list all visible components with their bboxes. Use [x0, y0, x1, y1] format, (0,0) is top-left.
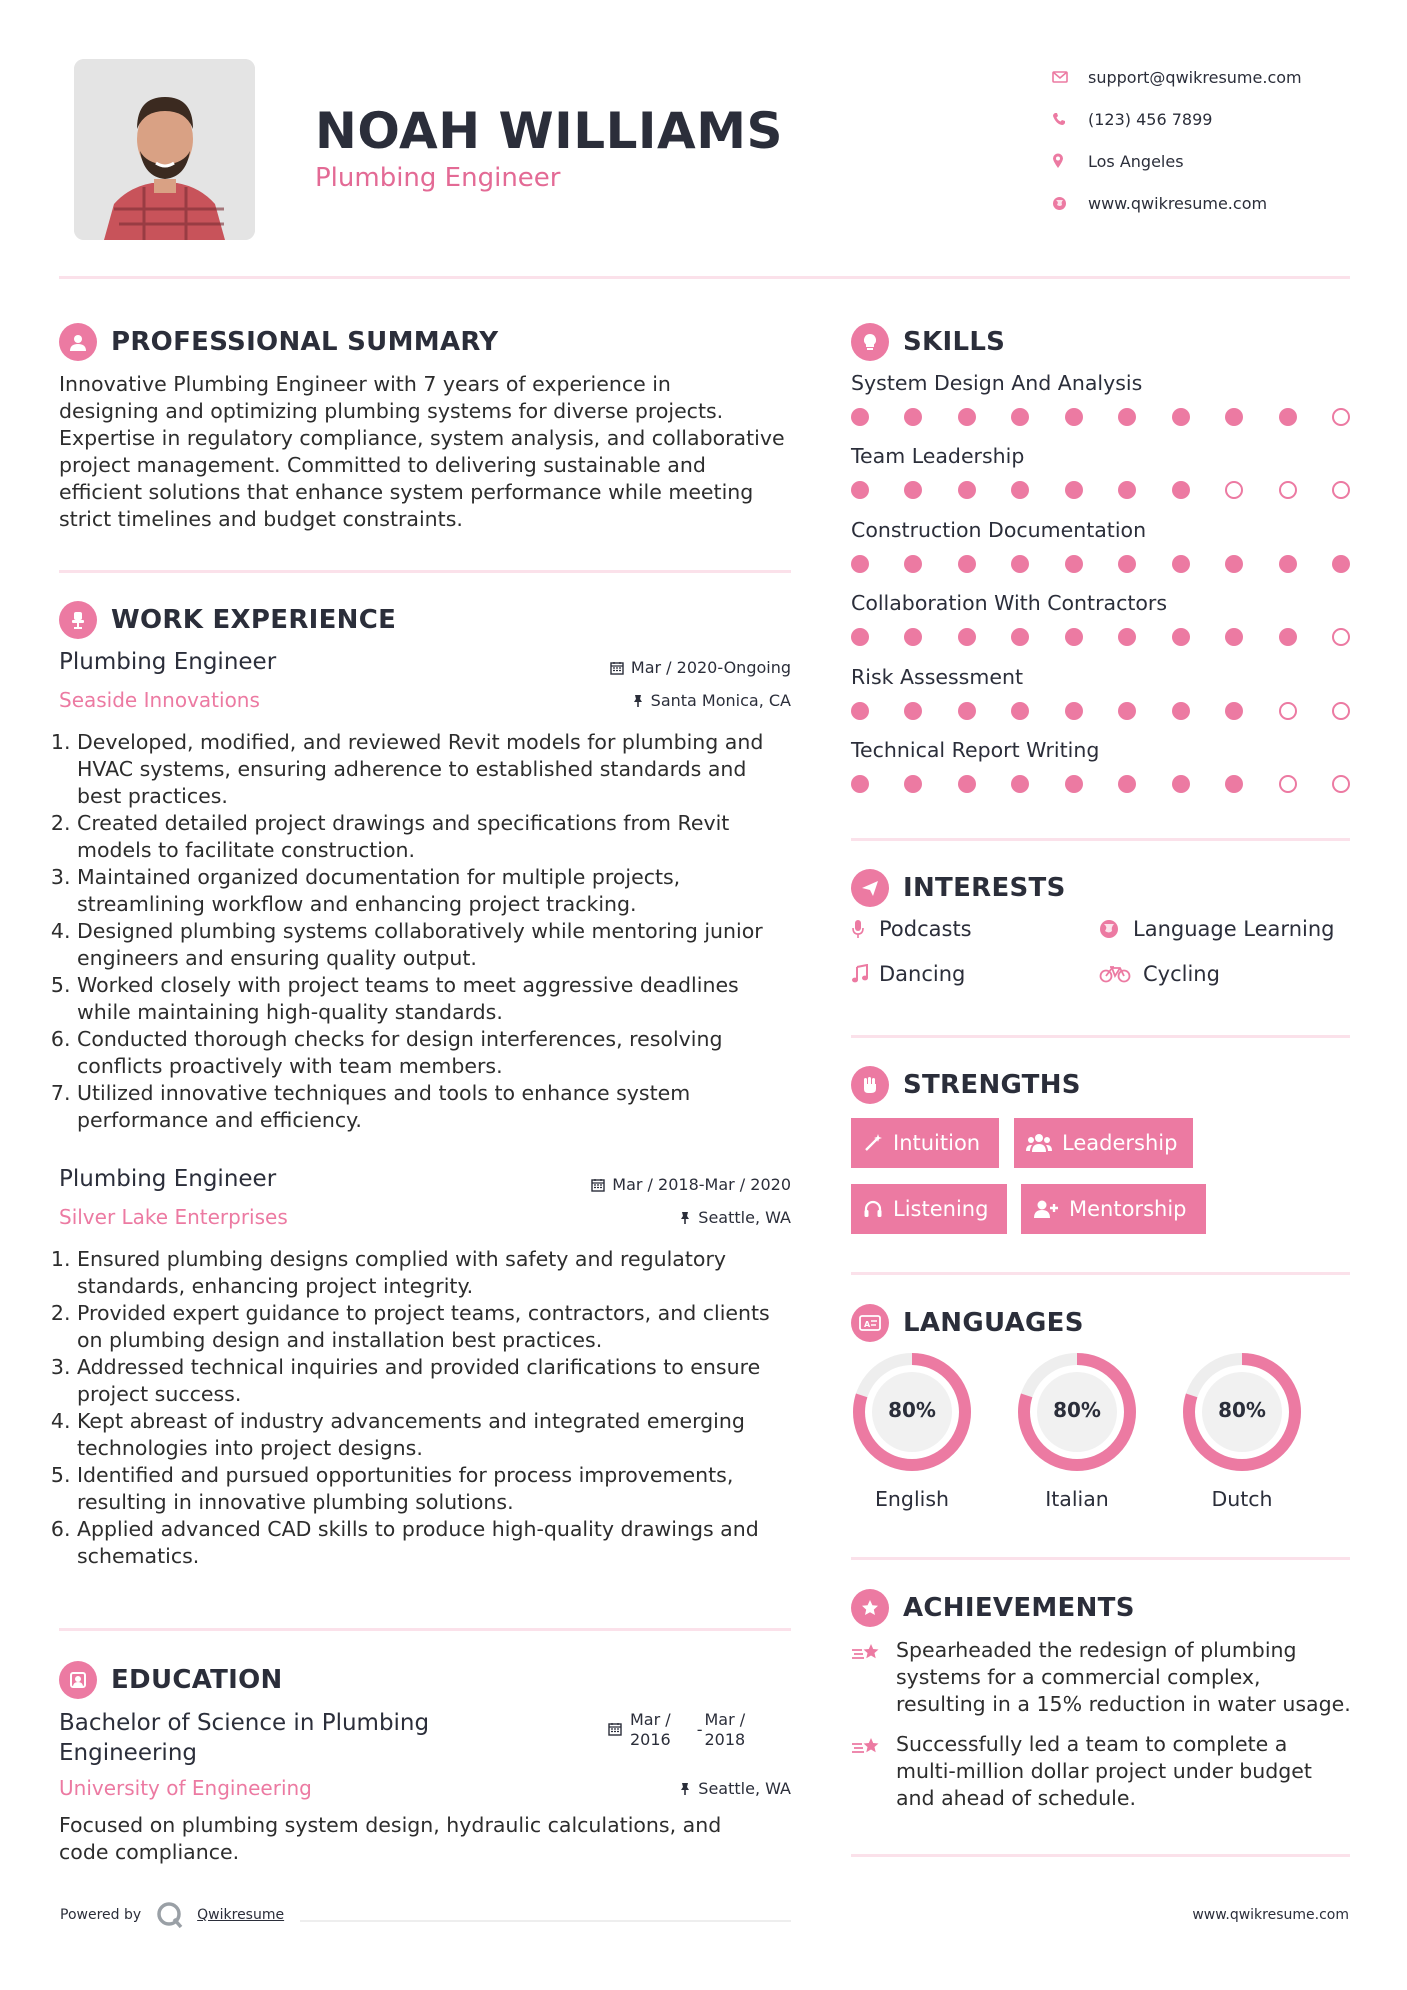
skill-name: System Design And Analysis: [851, 371, 1143, 395]
skill-dot-filled: [1011, 775, 1029, 793]
strengths-section-title: [851, 1066, 1081, 1104]
paper-plane-icon: [851, 869, 889, 907]
skill-dot-filled: [958, 775, 976, 793]
job-2-title: Plumbing Engineer: [59, 1166, 277, 1192]
skill-dot-empty: [1332, 408, 1350, 426]
skill-dot-filled: [1118, 481, 1136, 499]
skill-dot-filled: [1118, 555, 1136, 573]
achievement-item: Spearheaded the redesign of plumbing systems for a commercial complex, resulting in a 15% reduction in water usage.: [851, 1637, 1361, 1718]
shooting-star-icon: [851, 1637, 896, 1718]
languages-divider: [851, 1557, 1350, 1560]
globe-icon: [1099, 919, 1133, 939]
job-2-date-text: Mar / 2018-Mar / 2020: [612, 1175, 791, 1194]
person-photo-icon: [74, 59, 255, 240]
contact-list: [1052, 56, 1352, 224]
skill-dot-filled: [1118, 775, 1136, 793]
contact-location-text: Los Angeles: [1088, 151, 1184, 171]
skill-dot-filled: [904, 628, 922, 646]
education-description: Focused on plumbing system design, hydraulic calculations, and code compliance.: [59, 1813, 722, 1864]
skill-dot-filled: [1011, 408, 1029, 426]
skill-dot-filled: [1172, 408, 1190, 426]
skill-dot-filled: [1225, 628, 1243, 646]
degree-line: Bachelor of Science in Plumbing: [59, 1710, 430, 1736]
contact-email[interactable]: [1052, 56, 1352, 98]
achievements-section-title: [851, 1589, 1135, 1627]
skill-rating: [851, 408, 1350, 426]
job-1-location-text: Santa Monica, CA: [650, 691, 791, 710]
skill-dot-filled: [1065, 628, 1083, 646]
contact-location: [1052, 140, 1352, 182]
footer-powered-by: [60, 1900, 284, 1930]
qwikresume-logo-icon: [155, 1900, 185, 1930]
skill-dot-empty: [1332, 775, 1350, 793]
strengths-divider: [851, 1272, 1350, 1275]
summary-line: designing and optimizing plumbing systems for diverse projects.: [59, 399, 724, 423]
skill-dot-filled: [958, 702, 976, 720]
skill-dot-filled: [904, 481, 922, 499]
skill-dot-filled: [1225, 702, 1243, 720]
education-title-text: EDUCATION: [111, 1665, 283, 1695]
list-item: 6. Conducted thorough checks for design interferences, resolving conflicts proactively with team members.: [77, 1026, 805, 1080]
skill-dot-filled: [1225, 408, 1243, 426]
skill-dot-filled: [1065, 775, 1083, 793]
footer-divider: [300, 1920, 791, 1922]
skill-dot-filled: [851, 555, 869, 573]
skill-dot-empty: [1279, 481, 1297, 499]
lightbulb-icon: [851, 323, 889, 361]
interest-item: Podcasts: [851, 917, 972, 941]
job-1-title: Plumbing Engineer: [59, 649, 277, 675]
fist-icon: [851, 1066, 889, 1104]
map-pin-icon: [1052, 153, 1088, 169]
contact-phone[interactable]: [1052, 98, 1352, 140]
summary-title-text: PROFESSIONAL SUMMARY: [111, 327, 499, 357]
contact-website-text: www.qwikresume.com: [1088, 193, 1268, 213]
skill-dot-filled: [1118, 702, 1136, 720]
skill-rating: [851, 481, 1350, 499]
shooting-star-icon: [851, 1731, 896, 1812]
skill-rating: [851, 628, 1350, 646]
language-percent: 80%: [888, 1398, 936, 1422]
interest-item: Cycling: [1099, 962, 1220, 986]
candidate-name: NOAH WILLIAMS: [315, 102, 783, 160]
summary-line: efficient solutions that enhance system performance while meeting: [59, 480, 754, 504]
pushpin-icon: [679, 1211, 691, 1225]
skill-dot-filled: [1118, 628, 1136, 646]
contact-website[interactable]: [1052, 182, 1352, 224]
summary-line: Innovative Plumbing Engineer with 7 years of experience in: [59, 372, 671, 396]
job-1-bullets: [45, 729, 805, 1134]
skills-section-title: [851, 323, 1005, 361]
list-item: 4. Designed plumbing systems collaboratively while mentoring junior engineers and ensuring quality output.: [77, 918, 805, 972]
work-section-title: [59, 601, 396, 639]
skill-dot-empty: [1279, 702, 1297, 720]
skill-rating: [851, 555, 1350, 573]
list-item: 2. Provided expert guidance to project teams, contractors, and clients on plumbing design and installation best practices.: [77, 1300, 805, 1354]
summary-text: [59, 371, 799, 533]
skill-dot-filled: [851, 628, 869, 646]
skill-dot-filled: [904, 555, 922, 573]
work-title-text: WORK EXPERIENCE: [111, 605, 397, 635]
office-chair-icon: [59, 601, 97, 639]
calendar-icon: [610, 661, 624, 675]
education-date: [608, 1710, 745, 1750]
skill-dot-empty: [1332, 628, 1350, 646]
skill-dot-filled: [1011, 702, 1029, 720]
education-date-end: Mar / 2018: [704, 1710, 746, 1749]
list-item: 5. Identified and pursued opportunities for process improvements, resulting in innovative plumbing solutions.: [77, 1462, 805, 1516]
education-date-start: Mar / 2016: [630, 1710, 671, 1749]
skill-name: Team Leadership: [851, 444, 1025, 468]
skill-dot-filled: [1065, 555, 1083, 573]
summary-line: Expertise in regulatory compliance, system analysis, and collaborative: [59, 426, 785, 450]
skill-dot-filled: [851, 481, 869, 499]
skill-dot-filled: [958, 555, 976, 573]
language-card-icon: [851, 1304, 889, 1342]
achievement-item: Successfully led a team to complete a multi-million dollar project under budget and ahead of schedule.: [851, 1731, 1361, 1812]
skill-dot-filled: [1172, 628, 1190, 646]
degree-title: [59, 1708, 429, 1768]
candidate-role: Plumbing Engineer: [315, 163, 561, 193]
skill-dot-filled: [904, 408, 922, 426]
bicycle-icon: [1099, 965, 1143, 983]
profile-photo: [74, 59, 255, 240]
education-section-title: [59, 1661, 283, 1699]
powered-by-text: Powered by: [60, 1907, 142, 1923]
skill-dot-filled: [1065, 408, 1083, 426]
skill-dot-filled: [904, 702, 922, 720]
skill-dot-filled: [958, 408, 976, 426]
skill-dot-filled: [1172, 481, 1190, 499]
skill-dot-filled: [1279, 408, 1297, 426]
list-item: 3. Addressed technical inquiries and provided clarifications to ensure project success.: [77, 1354, 805, 1408]
interest-item: Dancing: [851, 962, 965, 986]
job-1-location: [632, 691, 791, 710]
list-item: 3. Maintained organized documentation for multiple projects, streamlining workflow and enhancing project tracking.: [77, 864, 805, 918]
contact-email-text: support@qwikresume.com: [1088, 67, 1302, 87]
education-location: [679, 1779, 791, 1798]
school-name: University of Engineering: [59, 1776, 312, 1800]
job-2-bullets: [45, 1246, 805, 1570]
list-item: 7. Utilized innovative techniques and tools to enhance system performance and efficiency.: [77, 1080, 805, 1134]
language-gauge: [1016, 1351, 1138, 1473]
skill-name: Technical Report Writing: [851, 738, 1100, 762]
list-item: 1. Developed, modified, and reviewed Revit models for plumbing and HVAC systems, ensuring adherence to established standards and best practices.: [77, 729, 805, 810]
skill-name: Collaboration With Contractors: [851, 591, 1168, 615]
skill-rating: [851, 775, 1350, 793]
skill-dot-filled: [851, 408, 869, 426]
interests-divider: [851, 1035, 1350, 1038]
footer-site-link[interactable]: www.qwikresume.com: [1192, 1907, 1349, 1923]
skill-dot-filled: [1118, 408, 1136, 426]
language-gauge: [1181, 1351, 1303, 1473]
work-divider: [59, 1628, 791, 1631]
skill-dot-filled: [1065, 702, 1083, 720]
achievements-divider: [851, 1854, 1350, 1857]
job-2-location: [679, 1208, 791, 1227]
interest-item: Language Learning: [1099, 917, 1334, 941]
skill-dot-empty: [1225, 481, 1243, 499]
strength-chip: Mentorship: [1021, 1184, 1206, 1234]
skill-dot-filled: [904, 775, 922, 793]
skill-dot-filled: [1172, 775, 1190, 793]
job-1-company: Seaside Innovations: [59, 688, 260, 712]
skill-dot-filled: [1279, 555, 1297, 573]
skill-dot-filled: [1011, 481, 1029, 499]
phone-icon: [1052, 112, 1088, 126]
skill-dot-filled: [1225, 775, 1243, 793]
skill-dot-empty: [1332, 481, 1350, 499]
list-item: 1. Ensured plumbing designs complied with safety and regulatory standards, enhancing project integrity.: [77, 1246, 805, 1300]
list-item: 5. Worked closely with project teams to meet aggressive deadlines while maintaining high-quality standards.: [77, 972, 805, 1026]
skill-rating: [851, 702, 1350, 720]
header-divider: [59, 276, 1350, 279]
pushpin-icon: [632, 694, 644, 708]
strength-chip: Listening: [851, 1184, 1007, 1234]
skills-title-text: SKILLS: [903, 327, 1006, 357]
summary-section-title: [59, 323, 498, 361]
education-location-text: Seattle, WA: [698, 1779, 791, 1798]
language-percent: 80%: [1053, 1398, 1101, 1422]
strengths-title-text: STRENGTHS: [903, 1070, 1081, 1100]
microphone-icon: [851, 919, 879, 939]
achievements-title-text: ACHIEVEMENTS: [903, 1593, 1135, 1623]
skill-dot-filled: [1332, 555, 1350, 573]
calendar-icon: [591, 1178, 605, 1192]
list-item: 6. Applied advanced CAD skills to produce high-quality drawings and schematics.: [77, 1516, 805, 1570]
job-2-date: [591, 1175, 791, 1194]
interests-section-title: [851, 869, 1066, 907]
skill-dot-filled: [1011, 555, 1029, 573]
job-1-date: [610, 658, 791, 677]
skill-dot-filled: [1065, 481, 1083, 499]
svg-text:A: A: [864, 1320, 871, 1329]
pushpin-icon: [679, 1782, 691, 1796]
skill-dot-filled: [958, 628, 976, 646]
skill-dot-filled: [1225, 555, 1243, 573]
skill-dot-empty: [1332, 702, 1350, 720]
degree-line: Engineering: [59, 1740, 197, 1766]
user-plus-icon: [1033, 1199, 1059, 1219]
interests-title-text: INTERESTS: [903, 873, 1066, 903]
list-item: 2. Created detailed project drawings and specifications from Revit models to facilitate construction.: [77, 810, 805, 864]
skill-name: Construction Documentation: [851, 518, 1147, 542]
skill-dot-filled: [1279, 628, 1297, 646]
skill-dot-filled: [851, 775, 869, 793]
education-date-sep: -: [696, 1720, 703, 1739]
language-name: Dutch: [1211, 1487, 1273, 1511]
skills-divider: [851, 838, 1350, 841]
skill-dot-filled: [1011, 628, 1029, 646]
user-icon: [59, 323, 97, 361]
magic-wand-icon: [863, 1133, 883, 1153]
strength-chip: Leadership: [1014, 1118, 1193, 1168]
languages-title-text: LANGUAGES: [903, 1308, 1084, 1338]
envelope-icon: [1052, 71, 1088, 83]
language-percent: 80%: [1218, 1398, 1266, 1422]
strength-chip: Intuition: [851, 1118, 999, 1168]
language-name: Italian: [1045, 1487, 1109, 1511]
summary-divider: [59, 570, 791, 573]
skill-dot-filled: [1172, 555, 1190, 573]
language-name: English: [874, 1487, 950, 1511]
skill-name: Risk Assessment: [851, 665, 1023, 689]
skill-dot-filled: [851, 702, 869, 720]
job-2-location-text: Seattle, WA: [698, 1208, 791, 1227]
skill-dot-empty: [1279, 775, 1297, 793]
language-gauge: [851, 1351, 973, 1473]
skill-dot-filled: [1172, 702, 1190, 720]
users-icon: [1026, 1133, 1052, 1153]
list-item: 4. Kept abreast of industry advancements and integrated emerging technologies into project designs.: [77, 1408, 805, 1462]
job-2-company: Silver Lake Enterprises: [59, 1205, 288, 1229]
languages-section-title: [851, 1304, 1084, 1342]
summary-line: strict timelines and budget constraints.: [59, 507, 463, 531]
globe-icon: [1052, 196, 1088, 211]
footer-brand-link[interactable]: Qwikresume: [197, 1907, 285, 1923]
graduate-icon: [59, 1661, 97, 1699]
music-note-icon: [851, 964, 879, 984]
skill-dot-filled: [958, 481, 976, 499]
headphones-icon: [863, 1199, 883, 1219]
contact-phone-text: (123) 456 7899: [1088, 109, 1213, 129]
job-1-date-text: Mar / 2020-Ongoing: [630, 658, 791, 677]
calendar-icon: [608, 1722, 622, 1736]
star-badge-icon: [851, 1589, 889, 1627]
summary-line: project management. Committed to delivering sustainable and: [59, 453, 706, 477]
